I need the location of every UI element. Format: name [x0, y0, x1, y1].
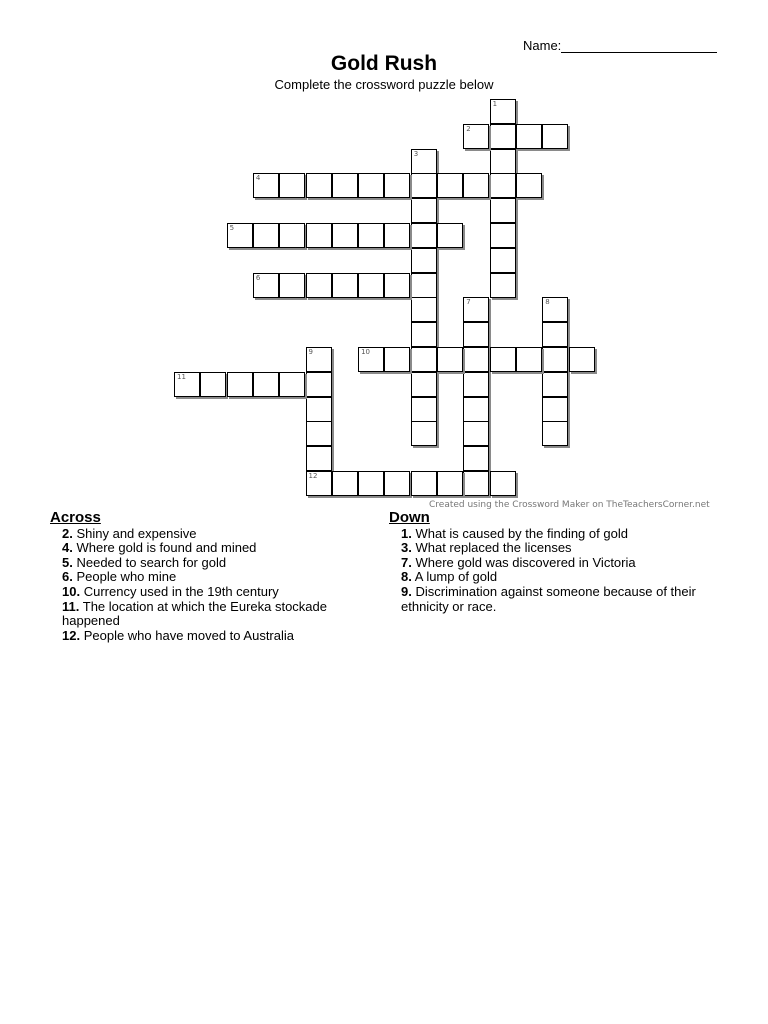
crossword-cell[interactable] [306, 372, 332, 397]
crossword-cell[interactable] [437, 223, 463, 248]
crossword-cell[interactable] [437, 471, 463, 496]
down-clue-number: 1. [401, 525, 412, 541]
across-clue-text: Shiny and expensive [76, 525, 197, 541]
crossword-cell[interactable] [411, 273, 437, 298]
crossword-cell[interactable] [358, 471, 384, 496]
crossword-cell[interactable] [490, 273, 516, 298]
crossword-cell[interactable] [516, 124, 542, 149]
crossword-cell[interactable] [490, 99, 516, 124]
crossword-cell[interactable] [411, 198, 437, 223]
across-clue-number: 12. [62, 627, 81, 643]
crossword-cell[interactable] [463, 372, 489, 397]
crossword-cell[interactable] [384, 273, 410, 298]
down-clue-number: 8. [401, 569, 412, 585]
crossword-cell[interactable] [490, 124, 516, 149]
page-subtitle: Complete the crossword puzzle below [274, 77, 494, 92]
crossword-cell[interactable] [200, 372, 226, 397]
crossword-cell[interactable] [569, 347, 595, 372]
crossword-cell[interactable] [306, 421, 332, 446]
down-clue [389, 541, 729, 556]
crossword-cell[interactable] [542, 297, 568, 322]
page-title: Gold Rush [330, 52, 438, 75]
crossword-cell[interactable] [411, 471, 437, 496]
crossword-cell[interactable] [490, 198, 516, 223]
across-clues [50, 511, 350, 643]
crossword-cell[interactable] [174, 372, 200, 397]
crossword-cell[interactable] [306, 223, 332, 248]
crossword-cell[interactable] [384, 173, 410, 198]
crossword-cell[interactable] [490, 471, 516, 496]
crossword-cell[interactable] [437, 173, 463, 198]
cell-number: 8 [545, 298, 550, 307]
crossword-cell[interactable] [490, 173, 516, 198]
crossword-cell[interactable] [463, 322, 489, 347]
crossword-cell[interactable] [411, 347, 437, 372]
crossword-cell[interactable] [279, 223, 305, 248]
crossword-cell[interactable] [411, 397, 437, 422]
across-clue-text: The location at which the Eureka stockade happened [62, 598, 328, 629]
down-clue-text: Discrimination against someone because of their ethnicity or race. [401, 583, 696, 614]
crossword-cell[interactable] [227, 223, 253, 248]
down-clue-text: A lump of gold [414, 569, 498, 585]
crossword-cell[interactable] [411, 248, 437, 273]
crossword-cell[interactable] [463, 173, 489, 198]
crossword-cell[interactable] [490, 248, 516, 273]
down-clue-text: What is caused by the finding of gold [415, 525, 628, 541]
cell-number: 10 [361, 348, 371, 356]
down-clues [389, 511, 729, 614]
crossword-cell[interactable] [437, 347, 463, 372]
crossword-cell[interactable] [306, 347, 332, 372]
crossword-cell[interactable] [253, 273, 279, 298]
cell-number: 12 [308, 472, 318, 480]
name-blank-line[interactable] [561, 39, 717, 53]
down-clue-number: 7. [401, 554, 412, 570]
crossword-cell[interactable] [306, 273, 332, 298]
across-clue [50, 629, 350, 644]
crossword-cell[interactable] [463, 471, 489, 496]
crossword-cell[interactable] [411, 322, 437, 347]
crossword-cell[interactable] [463, 297, 489, 322]
across-clue-number: 2. [62, 525, 73, 541]
crossword-cell[interactable] [332, 273, 358, 298]
credit-text: Created using the Crossword Maker on TheTeachersCorner.net [429, 500, 710, 510]
crossword-cell[interactable] [542, 397, 568, 422]
down-clue-number: 3. [401, 540, 412, 556]
crossword-cell[interactable] [384, 223, 410, 248]
crossword-cell[interactable] [542, 124, 568, 149]
crossword-cell[interactable] [463, 421, 489, 446]
crossword-cell[interactable] [227, 372, 253, 397]
cell-number: 11 [177, 372, 186, 381]
crossword-cell[interactable] [358, 223, 384, 248]
crossword-cell[interactable] [279, 273, 305, 298]
down-clue-text: What replaced the licenses [415, 540, 572, 556]
crossword-cell[interactable] [358, 273, 384, 298]
crossword-cell[interactable] [384, 347, 410, 372]
crossword-cell[interactable] [463, 446, 489, 471]
crossword-cell[interactable] [332, 173, 358, 198]
cell-number: 5 [229, 224, 235, 232]
down-clue-number: 9. [401, 583, 412, 599]
crossword-cell[interactable] [279, 372, 305, 397]
across-clue [50, 600, 350, 629]
crossword-cell[interactable] [411, 372, 437, 397]
across-clue-text: Currency used in the 19th century [83, 583, 279, 599]
cell-number: 2 [466, 124, 471, 133]
crossword-cell[interactable] [411, 223, 437, 248]
crossword-cell[interactable] [490, 149, 516, 174]
across-clue [50, 570, 350, 585]
crossword-cell[interactable] [306, 446, 332, 471]
across-clue [50, 541, 350, 556]
crossword-cell[interactable] [516, 347, 542, 372]
cell-number: 7 [466, 298, 471, 307]
crossword-cell[interactable] [358, 347, 384, 372]
across-clue-text: People who have moved to Australia [83, 627, 295, 643]
crossword-cell[interactable] [279, 173, 305, 198]
crossword-cell[interactable] [384, 471, 410, 496]
cell-number: 4 [255, 174, 261, 183]
crossword-cell[interactable] [490, 347, 516, 372]
across-heading: Across [50, 509, 101, 526]
down-clue [389, 527, 729, 542]
down-clue [389, 585, 729, 614]
crossword-cell[interactable] [411, 297, 437, 322]
name-label: Name: [523, 38, 562, 53]
down-heading: Down [389, 509, 430, 526]
crossword-cell[interactable] [463, 124, 489, 149]
crossword-cell[interactable] [253, 173, 279, 198]
down-clue-text: Where gold was discovered in Victoria [415, 554, 636, 570]
crossword-cell[interactable] [306, 397, 332, 422]
across-clue-number: 4. [62, 540, 73, 556]
across-clue-text: Needed to search for gold [76, 554, 227, 570]
across-clue-number: 11. [62, 598, 80, 614]
across-clue-number: 5. [62, 554, 73, 570]
crossword-cell[interactable] [306, 173, 332, 198]
across-clue [50, 556, 350, 571]
crossword-cell[interactable] [542, 322, 568, 347]
across-clue-number: 10. [62, 583, 81, 599]
across-clue [50, 527, 350, 542]
crossword-cell[interactable] [332, 471, 358, 496]
across-clue-text: Where gold is found and mined [76, 540, 257, 556]
cell-number: 3 [413, 149, 419, 158]
across-clue [50, 585, 350, 600]
across-clue-number: 6. [62, 569, 73, 585]
name-field[interactable] [523, 38, 717, 53]
crossword-cell[interactable] [463, 397, 489, 422]
crossword-cell[interactable] [516, 173, 542, 198]
across-clue-text: People who mine [76, 569, 177, 585]
crossword-cell[interactable] [542, 372, 568, 397]
crossword-cell[interactable] [542, 421, 568, 446]
cell-number: 1 [492, 100, 498, 108]
crossword-cell[interactable] [253, 372, 279, 397]
crossword-cell[interactable] [306, 471, 332, 496]
down-clue [389, 556, 729, 571]
crossword-cell[interactable] [411, 173, 437, 198]
crossword-cell[interactable] [411, 149, 437, 174]
cell-number: 9 [308, 348, 313, 356]
cell-number: 6 [255, 273, 261, 282]
crossword-cell[interactable] [253, 223, 279, 248]
crossword-cell[interactable] [411, 421, 437, 446]
crossword-cell[interactable] [463, 347, 489, 372]
crossword-cell[interactable] [490, 223, 516, 248]
crossword-cell[interactable] [332, 223, 358, 248]
crossword-cell[interactable] [358, 173, 384, 198]
down-clue [389, 570, 729, 585]
crossword-cell[interactable] [542, 347, 568, 372]
